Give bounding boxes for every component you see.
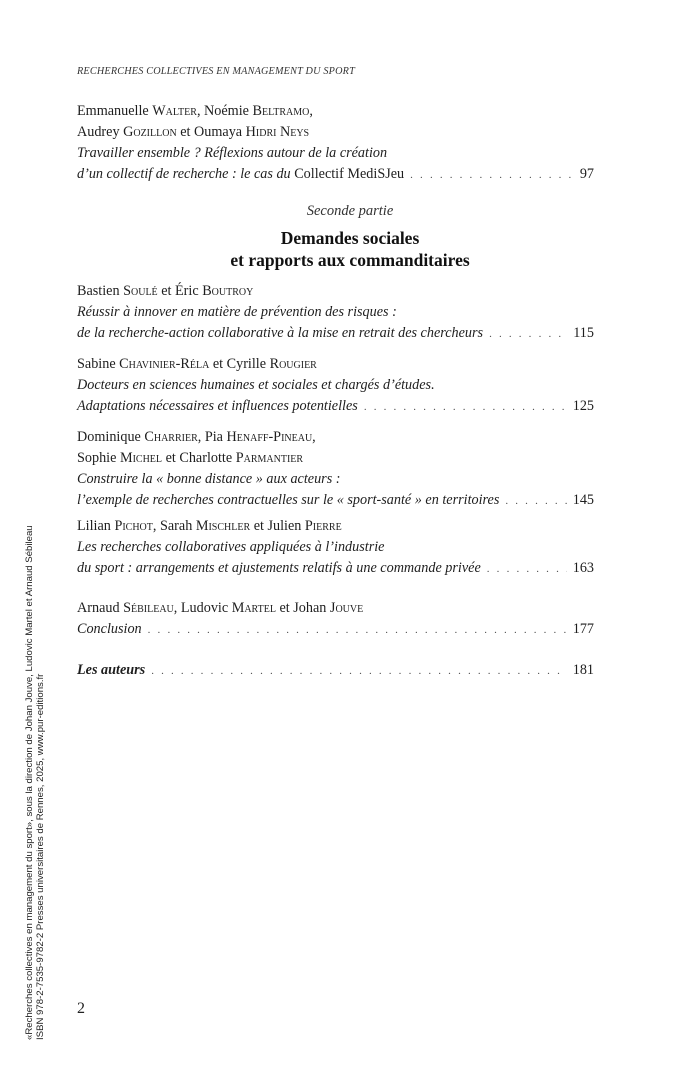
author-surname: Gozillon [123,124,177,140]
leader-dots [489,324,567,345]
entry-title: Travailler ensemble ? Réflexions autour de la création [77,145,388,161]
author-surname: Parmantier [235,450,304,466]
toc-link-conclusion[interactable] [77,619,594,640]
toc-link-authors[interactable] [77,660,594,681]
author-surname: Sébileau [123,600,174,616]
toc-link-chavinier[interactable] [77,396,594,417]
author-surname: Beltramo [252,103,310,119]
entry-authors [77,122,594,143]
author-text: Dominique [77,429,145,445]
page-number: 177 [572,621,594,637]
toc-link-pichot[interactable] [77,558,594,579]
author-text: , [309,103,313,119]
page-number: 181 [572,662,594,678]
author-surname: Hidri Neys [245,124,310,140]
author-text: , Noémie [196,103,253,119]
entry-title: Conclusion [77,621,142,637]
author-surname: Pichot [114,518,153,534]
running-head: RECHERCHES COLLECTIVES EN MANAGEMENT DU SPORT [77,66,355,77]
author-surname: Walter [152,103,197,119]
author-surname: Pierre [304,518,342,534]
author-text: Arnaud [77,600,124,616]
part-title [0,227,700,271]
page-folio: 2 [77,1000,85,1017]
entry-authors [77,281,594,302]
author-surname: Jouve [329,600,364,616]
author-text: Audrey [77,124,124,140]
toc-link-walter[interactable] [77,164,594,185]
toc-entry-pichot [77,516,594,579]
author-text: Emmanuelle [77,103,153,119]
author-text: , Ludovic [173,600,232,616]
author-text: , Pia [197,429,227,445]
entry-title: du sport : arrangements et ajustements relatifs à une commande privée [77,560,481,576]
entry-authors [77,448,594,469]
toc-entry-walter [77,101,594,185]
author-surname: Martel [231,600,276,616]
entry-title: de la recherche-action collaborative à la mise en retrait des chercheurs [77,325,484,341]
entry-title: Les recherches collaboratives appliquées à l’industrie [77,539,385,555]
author-surname: Boutroy [202,283,254,299]
toc-entry-charrier [77,427,594,511]
author-text: et Johan [275,600,330,616]
copyright-side-note [24,525,46,1040]
author-surname: Michel [119,450,163,466]
author-text: et Oumaya [176,124,246,140]
author-surname: Henaff-Pineau [226,429,313,445]
entry-title: Les auteurs [77,662,146,678]
entry-title: Construire la « bonne distance » aux acteurs : [77,471,341,487]
leader-dots [151,661,567,682]
author-surname: Mischler [195,518,251,534]
part-title-line: et rapports aux commanditaires [230,250,470,270]
entry-title-roman: Collectif MediSJeu [294,166,405,182]
leader-dots [410,165,574,186]
page-number: 145 [572,492,594,508]
page-number: 97 [579,166,594,182]
author-text: et Julien [250,518,305,534]
entry-authors [77,354,594,375]
author-text: Lilian [77,518,115,534]
leader-dots [148,620,567,641]
author-text: et Cyrille [209,356,270,372]
page-number: 125 [572,398,594,414]
entry-title: d’un collectif de recherche : le cas du [77,166,295,182]
entry-title: Adaptations nécessaires et influences potentielles [77,398,358,414]
side-note-line: ISBN 978-2-7535-9782-2 Presses universitaires de Rennes, 2025, www.pur-editions.fr [35,673,46,1040]
toc-entry-authors [77,660,594,681]
entry-authors [77,516,594,537]
leader-dots [364,397,567,418]
author-surname: Rougier [269,356,317,372]
toc-link-charrier[interactable] [77,490,594,511]
entry-title: Réussir à innover en matière de prévention des risques : [77,304,397,320]
toc-entry-chavinier [77,354,594,417]
author-text: Sabine [77,356,120,372]
toc-entry-conclusion [77,598,594,640]
author-text: Sophie [77,450,120,466]
author-text: , [312,429,316,445]
author-text: et Charlotte [162,450,236,466]
author-text: Bastien [77,283,124,299]
page-number: 163 [572,560,594,576]
toc-entry-soule [77,281,594,344]
side-note-line: «Recherches collectives en management du sport», sous la direction de Johan Jouve, Ludovic Martel et Arnaud Sébileau [24,525,35,1040]
author-text: , Sarah [152,518,196,534]
page-number: 115 [573,325,594,341]
part-title-line: Demandes sociales [280,228,420,248]
entry-authors [77,427,594,448]
author-surname: Chavinier-Réla [119,356,210,372]
toc-link-soule[interactable] [77,323,594,344]
leader-dots [487,559,567,580]
leader-dots [505,491,566,512]
author-surname: Charrier [144,429,198,445]
entry-authors [77,598,594,619]
part-label: Seconde partie [306,203,394,219]
entry-title: l’exemple de recherches contractuelles sur le « sport-santé » en territoires [77,492,500,508]
author-text: et Éric [157,283,203,299]
entry-title: Docteurs en sciences humaines et sociales et chargés d’études. [77,377,435,393]
entry-authors [77,101,594,122]
author-surname: Soulé [123,283,158,299]
